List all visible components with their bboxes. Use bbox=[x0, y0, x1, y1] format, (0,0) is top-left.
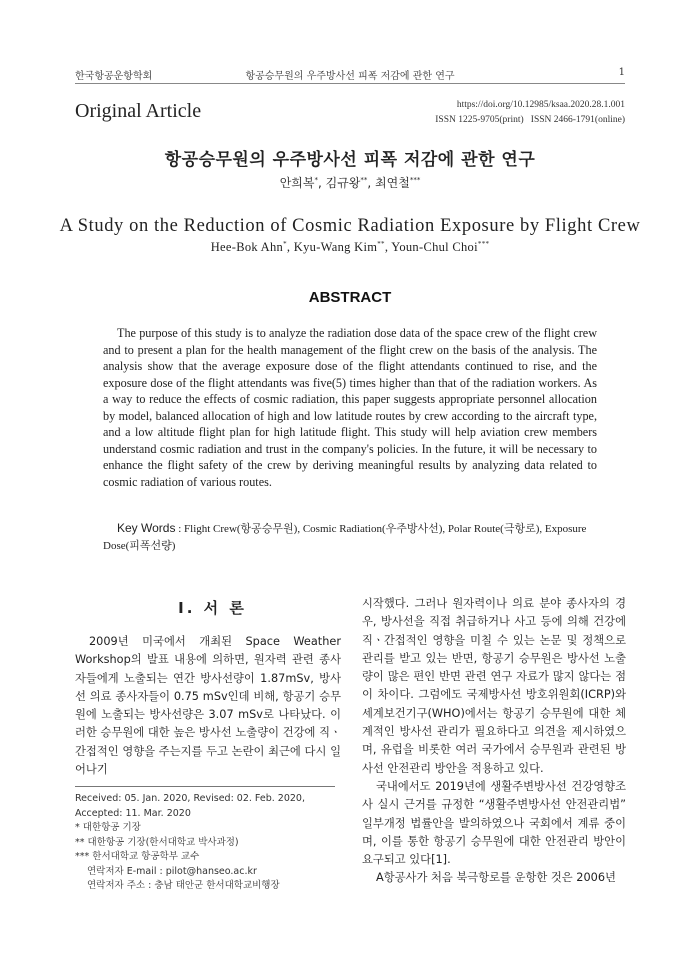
contact-address: 연락저자 주소 : 충남 태안군 한서대학교비행장 bbox=[87, 880, 280, 891]
contact-email[interactable]: 연락저자 E-mail : pilot@hanseo.ac.kr bbox=[87, 865, 257, 877]
authors-korean: 안희복*, 김규왕**, 최연철*** bbox=[279, 176, 421, 190]
author-en-2: Kyu-Wang Kim bbox=[293, 240, 378, 254]
header-rule bbox=[75, 83, 625, 84]
intro-paragraph-1: 2009년 미국에서 개최된 Space Weather Workshop의 발표 내용에 의하면, 원자력 관련 종사자들에게 노출되는 연간 방사선량이 1.87mSv, 방사선 의료 종사자들이 0.75 mSv인데 비해, 항공기 승무원에 노출되는 방사선량은 3.07 mSv로 나타났다. 이러한 승무원에 대한 높은 방사선 노출량이 건강에 직ㆍ간접적인 영향을 주는지를 두고 논란이 최근에 다시 일어나기 bbox=[75, 635, 341, 777]
page-number: 1 bbox=[618, 67, 625, 78]
received-dates: Received: 05. Jan. 2020, Revised: 02. Feb. 2020, Accepted: 11. Mar. 2020 bbox=[75, 793, 305, 819]
footnote-rule bbox=[75, 786, 335, 787]
title-english: A Study on the Reduction of Cosmic Radiation Exposure by Flight Crew bbox=[59, 216, 641, 236]
article-type: Original Article bbox=[75, 100, 202, 122]
section-heading: Ⅰ. 서 론 bbox=[178, 599, 247, 617]
author-en-3-mark: *** bbox=[477, 239, 490, 248]
right-column bbox=[362, 595, 626, 888]
issn: ISSN 1225-9705(print) ISSN 2466-1791(online) bbox=[435, 115, 625, 125]
author-en-1-mark: * bbox=[283, 239, 287, 248]
intro-paragraph-4: A항공사가 처음 북극항로를 운항한 것은 2006년 bbox=[376, 871, 616, 885]
authors-english: Hee-Bok Ahn*, Kyu-Wang Kim**, Youn-Chul Choi*** bbox=[210, 239, 490, 254]
keywords-label: Key Words bbox=[117, 521, 176, 535]
author-ko-3: 최연철 bbox=[375, 176, 410, 190]
footnote-3: *** 한서대학교 항공학부 교수 bbox=[75, 851, 200, 862]
author-ko-2-mark: ** bbox=[360, 176, 368, 184]
author-en-2-mark: ** bbox=[377, 239, 385, 248]
keywords bbox=[103, 520, 597, 555]
footnote-1: * 대한항공 기장 bbox=[75, 822, 141, 833]
abstract-text: The purpose of this study is to analyze the radiation dose data of the space crew of the flight crew and to present a plan for the health management of the flight crew on the basis of the analysis. The analysis show that the average exposure dose of the flight attendants continued to rise, and the exposure dose of the flight attendants was five(5) times higher than that of the radiation workers. As a way to reduce the effects of cosmic radiation, this paper suggests appropriate personnel allocation by model, balanced allocation of high and low latitude routes by crew according to the aircraft type, and a low altitude flight plan for high latitude flight. This study will help aviation crew members understand cosmic radiation and trust in the company's policies. In the future, it will be necessary to enhance the flight safety of the crew by deriving meaningful results by analyzing data related to cosmic radiation of various routes. bbox=[103, 326, 597, 489]
journal-name: 한국항공운항학회 bbox=[75, 71, 153, 82]
left-column bbox=[75, 633, 341, 779]
doi-link[interactable]: https://doi.org/10.12985/ksaa.2020.28.1.001 bbox=[456, 100, 625, 110]
running-title: 항공승무원의 우주방사선 피폭 저감에 관한 연구 bbox=[245, 71, 455, 82]
keywords-text: : Flight Crew(항공승무원), Cosmic Radiation(우주방사선), Polar Route(극항로), Exposure Dose(피폭선량) bbox=[103, 523, 587, 552]
author-ko-1: 안희복 bbox=[279, 176, 315, 190]
abstract-heading: ABSTRACT bbox=[308, 289, 392, 306]
intro-paragraph-2: 시작했다. 그러나 원자력이나 의료 분야 종사자의 경우, 방사선을 직접 취급하거나 사고 등에 의해 건강에 직ㆍ간접적인 영향을 미칠 수 있는 논문 및 정책으로 관리를 받고 있는 반면, 항공기 승무원은 방사선 노출량이 많은 편인 반면 관련 연구 자료가 많지 않다는 점이 차이다. 그럼에도 국제방사선 방호위원회(ICRP)와 세계보건기구(WHO)에서는 항공기 승무원에 대한 체계적인 방사선 관리가 필요하다고 의견을 제시하였으며, 유럽을 비롯한 여러 국가에서 승무원과 관련된 방사선 안전관리 방안을 적용하고 있다. bbox=[362, 597, 626, 775]
footnote-2: ** 대한항공 기장(한서대학교 박사과정) bbox=[75, 836, 239, 848]
author-ko-1-mark: * bbox=[314, 176, 318, 184]
footnotes bbox=[75, 792, 345, 894]
author-ko-2: 김규왕 bbox=[325, 176, 361, 190]
author-en-1: Hee-Bok Ahn bbox=[210, 240, 284, 254]
author-en-3: Youn-Chul Choi bbox=[391, 240, 478, 254]
author-ko-3-mark: *** bbox=[409, 176, 421, 184]
intro-paragraph-3: 국내에서도 2019년에 생활주변방사선 건강영향조사 실시 근거를 규정한 “생활주변방사선 안전관리법” 일부개정 법률안을 발의하였으나 국회에서 계류 중이며, 이를 통한 항공기 승무원에 대한 안전관리 방안이 요구되고 있다[1]. bbox=[362, 779, 626, 867]
title-korean: 항공승무원의 우주방사선 피폭 저감에 관한 연구 bbox=[164, 150, 536, 170]
